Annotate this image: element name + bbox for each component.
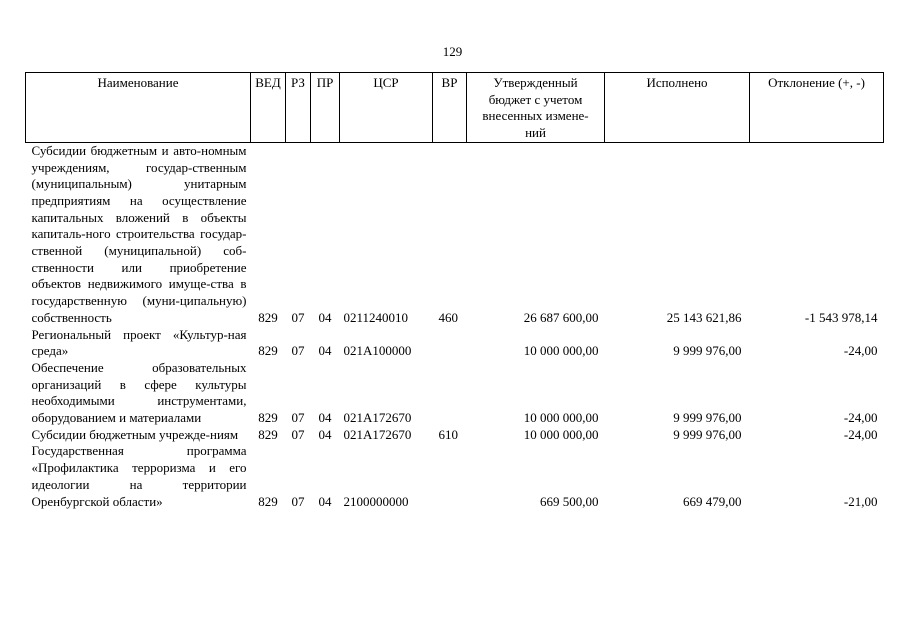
row-vr [433,360,467,427]
header-pr: ПР [311,73,340,143]
row-csr: 021А172670 [343,426,412,442]
row-rz: 07 [291,493,305,509]
header-vr: ВР [433,73,467,143]
row-vr: 460 [438,309,458,325]
row-csr: 0211240010 [343,309,409,325]
row-ved: 829 [258,410,278,426]
row-name: Государственная программа «Профилактика терроризма и его идеологии на территории Оренбургской области» [31,443,247,509]
row-vr [433,327,467,360]
table-row [26,142,884,326]
row-pr: 04 [318,309,332,325]
row-vr: 610 [438,426,458,442]
row-rz: 07 [291,309,305,325]
row-csr: 2100000000 [343,493,409,509]
row-deviation: -24,00 [843,426,878,442]
row-executed: 9 999 976,00 [673,410,742,426]
row-pr: 04 [318,410,332,426]
row-ved: 829 [258,309,278,325]
row-rz: 07 [291,343,305,359]
row-ved: 829 [258,493,278,509]
row-name: Субсидии бюджетным учрежде-ниям [31,426,239,442]
row-vr [433,443,467,510]
header-rz: РЗ [286,73,311,143]
header-name: Наименование [26,73,251,143]
row-rz: 07 [291,410,305,426]
row-deviation: -24,00 [843,410,878,426]
row-executed: 25 143 621,86 [666,309,742,325]
header-csr: ЦСР [340,73,433,143]
row-approved: 10 000 000,00 [523,410,599,426]
table-row [26,360,884,427]
row-ved: 829 [258,426,278,442]
row-approved: 26 687 600,00 [523,309,599,325]
row-pr: 04 [318,343,332,359]
row-executed: 669 479,00 [683,493,742,509]
row-pr: 04 [318,493,332,509]
header-executed: Исполнено [605,73,750,143]
budget-table [25,72,884,510]
row-deviation: -21,00 [843,493,878,509]
row-name: Региональный проект «Культур-ная среда» [31,326,247,359]
row-executed: 9 999 976,00 [673,343,742,359]
table-row [26,443,884,510]
row-approved: 10 000 000,00 [523,343,599,359]
row-deviation: -1 543 978,14 [804,309,878,325]
row-rz: 07 [291,426,305,442]
row-name: Субсидии бюджетным и авто-номным учреждениям, государ-ственным (муниципальным) унитарным предприятиям на осуществление капитальных вложений в объекты капиталь-ного строительства государ-ственной (муниципальной) соб-ственности или приобретение объектов недвижимого имуще-ства в государственную (муни-ципальную) собственность [31,142,247,325]
header-ved: ВЕД [251,73,286,143]
row-approved: 10 000 000,00 [523,426,599,442]
table-row [26,327,884,360]
row-ved: 829 [258,343,278,359]
header-approved: Утвержденный бюджет с учетом внесенных измене-ний [467,73,605,143]
row-deviation: -24,00 [843,343,878,359]
row-pr: 04 [318,426,332,442]
header-deviation: Отклонение (+, -) [750,73,884,143]
table-row [26,427,884,444]
row-approved: 669 500,00 [540,493,599,509]
row-executed: 9 999 976,00 [673,426,742,442]
page-number: 129 [442,44,463,59]
row-csr: 021А100000 [343,343,412,359]
header-row [26,73,884,143]
row-csr: 021А172670 [343,410,412,426]
row-name: Обеспечение образовательных организаций в сфере культуры необходимыми инструментами, оборудованием и материалами [31,359,247,426]
